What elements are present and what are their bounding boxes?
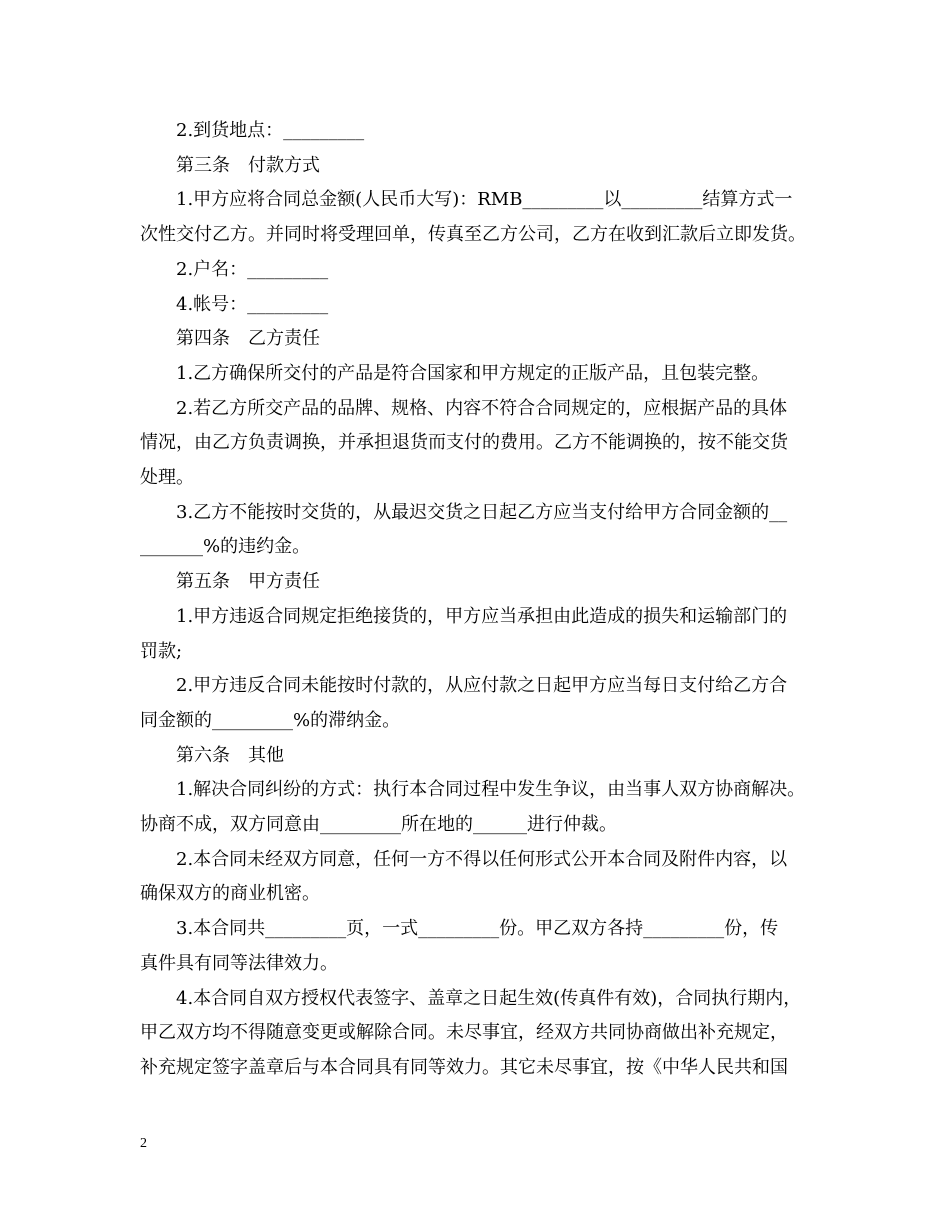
body-line: 协商不成，双方同意由_________所在地的______进行仲裁。	[140, 814, 617, 835]
body-line: 1.甲方违返合同规定拒绝接货的，甲方应当承担由此造成的损失和运输部门的	[176, 605, 788, 627]
body-line: 4.帐号：_________	[176, 293, 329, 315]
body-line: 次性交付乙方。并同时将受理回单，传真至乙方公司，乙方在收到汇款后立即发货。	[140, 224, 806, 246]
body-line: 2.甲方违反合同未能按时付款的，从应付款之日起甲方应当每日支付给乙方合	[176, 675, 788, 697]
body-line: 4.本合同自双方授权代表签字、盖章之日起生效(传真件有效)，合同执行期内，	[176, 987, 802, 1009]
body-line: _______%的违约金。	[140, 536, 311, 558]
body-line: 3.本合同共_________页，一式_________份。甲乙双方各持_________份，传	[176, 918, 779, 940]
body-line: 第五条 甲方责任	[176, 571, 320, 593]
body-line: 第六条 其他	[176, 744, 284, 766]
body-line: 补充规定签字盖章后与本合同具有同等效力。其它未尽事宜，按《中华人民共和国	[140, 1056, 788, 1078]
body-line: 1.解决合同纠纷的方式：执行本合同过程中发生争议，由当事人双方协商解决。	[176, 779, 806, 801]
page-number: 2	[140, 1136, 147, 1151]
body-line: 2.户名：_________	[176, 258, 329, 280]
body-line: 第四条 乙方责任	[176, 328, 320, 350]
body-line: 确保双方的商业机密。	[140, 883, 320, 905]
body-line: 1.甲方应将合同总金额(人民币大写)：RMB_________以_________结算方式一	[176, 189, 793, 211]
body-line: 处理。	[140, 467, 194, 488]
body-line: 2.到货地点：_________	[176, 120, 365, 141]
body-line: 3.乙方不能按时交货的，从最迟交货之日起乙方应当支付给甲方合同金额的__	[176, 501, 788, 523]
body-line: 1.乙方确保所交付的产品是符合国家和甲方规定的正版产品，且包装完整。	[176, 362, 770, 384]
body-line: 甲乙双方均不得随意变更或解除合同。未尽事宜，经双方共同协商做出补充规定，	[140, 1022, 788, 1044]
body-line: 2.本合同未经双方同意，任何一方不得以任何形式公开本合同及附件内容，以	[176, 848, 788, 870]
body-line: 第三条 付款方式	[176, 154, 320, 176]
body-line: 2.若乙方所交产品的品牌、规格、内容不符合合同规定的，应根据产品的具体	[176, 397, 788, 419]
body-line: 真件具有同等法律效力。	[140, 952, 338, 974]
body-line: 罚款;	[140, 640, 183, 662]
body-line: 情况，由乙方负责调换，并承担退货而支付的费用。乙方不能调换的，按不能交货	[140, 432, 788, 454]
body-line: 同金额的_________%的滞纳金。	[140, 709, 401, 731]
